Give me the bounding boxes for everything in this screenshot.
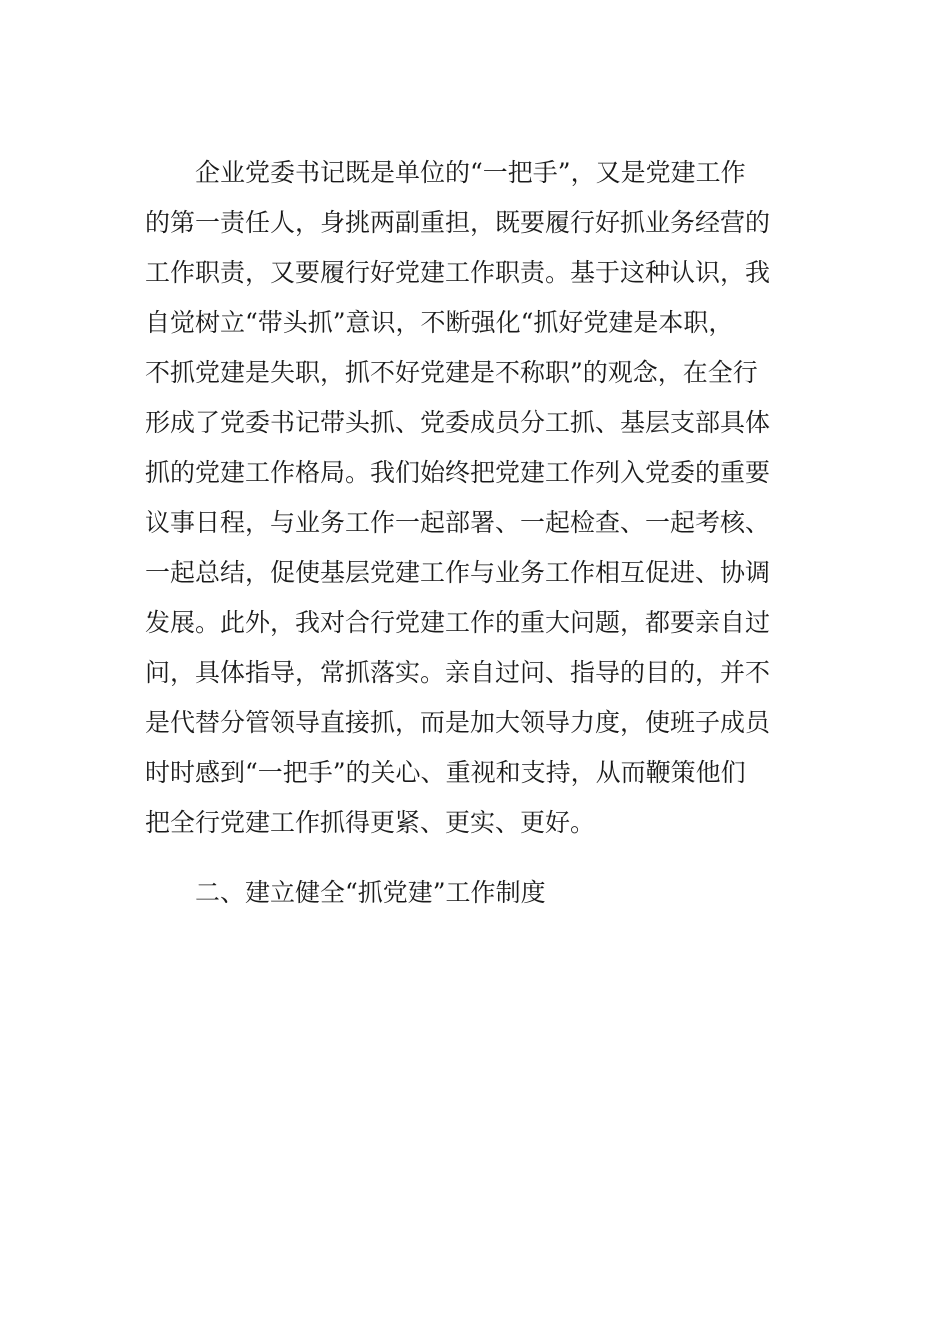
body-paragraph [145,148,785,848]
paragraph-line: 时时感到“一把手”的关心、重视和支持，从而鞭策他们 [145,758,746,787]
paragraph-line: 的第一责任人，身挑两副重担，既要履行好抓业务经营的 [145,208,771,237]
paragraph-line: 自觉树立“带头抓”意识，不断强化“抓好党建是本职， [145,308,734,337]
paragraph-line: 不抓党建是失职，抓不好党建是不称职”的观念，在全行 [145,358,758,387]
paragraph-line: 把全行党建工作抓得更紧、更实、更好。 [145,808,596,837]
paragraph-line: 一起总结，促使基层党建工作与业务工作相互促进、协调 [145,558,771,587]
paragraph-line: 抓的党建工作格局。我们始终把党建工作列入党委的重要 [145,458,771,487]
paragraph-line: 工作职责，又要履行好党建工作职责。基于这种认识，我 [145,258,771,287]
paragraph-line: 形成了党委书记带头抓、党委成员分工抓、基层支部具体 [145,408,771,437]
section-heading: 二、建立健全“抓党建”工作制度 [195,878,546,907]
paragraph-line: 是代替分管领导直接抓，而是加大领导力度，使班子成员 [145,708,771,737]
paragraph-line: 发展。此外，我对合行党建工作的重大问题，都要亲自过 [145,608,771,637]
paragraph-line: 问，具体指导，常抓落实。亲自过问、指导的目的，并不 [145,658,771,687]
paragraph-line: 议事日程，与业务工作一起部署、一起检查、一起考核、 [145,508,771,537]
paragraph-line: 企业党委书记既是单位的“一把手”，又是党建工作 [195,158,746,187]
